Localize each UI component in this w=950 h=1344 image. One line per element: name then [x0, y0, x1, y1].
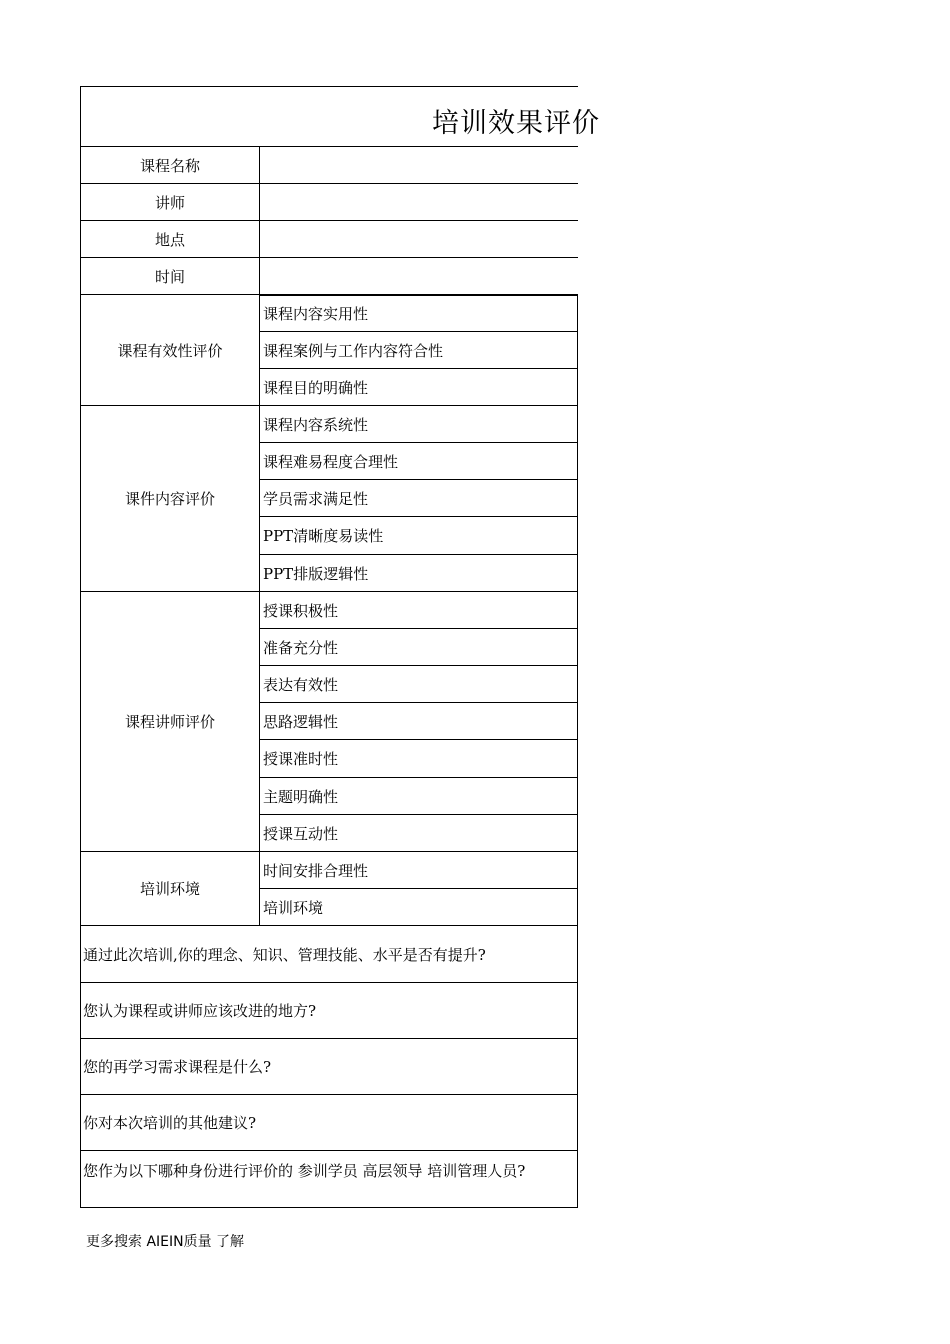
title-row: [80, 86, 600, 147]
value-time[interactable]: [259, 258, 578, 295]
label-time: 时间: [80, 258, 259, 295]
criteria-item: 课程内容实用性: [259, 295, 578, 332]
group-lecturer-evaluation: 课程讲师评价: [80, 592, 259, 852]
label-location: 地点: [80, 221, 259, 258]
criteria-item: 时间安排合理性: [259, 852, 578, 889]
value-location[interactable]: [259, 221, 578, 258]
criteria-item: 授课互动性: [259, 815, 578, 852]
criteria-item: 表达有效性: [259, 666, 578, 703]
criteria-item: 课程难易程度合理性: [259, 443, 578, 480]
value-lecturer[interactable]: [259, 184, 578, 221]
form-title: 培训效果评价: [432, 108, 600, 139]
question-improvement: 通过此次培训,你的理念、知识、管理技能、水平是否有提升?: [80, 926, 578, 983]
criteria-item: 准备充分性: [259, 629, 578, 666]
value-course-name[interactable]: [259, 147, 578, 184]
criteria-item: 课程案例与工作内容符合性: [259, 332, 578, 369]
criteria-item: PPT排版逻辑性: [259, 555, 578, 592]
criteria-item: 授课积极性: [259, 592, 578, 629]
question-other-suggestions: 你对本次培训的其他建议?: [80, 1095, 578, 1151]
group-training-environment: 培训环境: [80, 852, 259, 926]
footer-note: 更多搜索 AIEIN质量 了解: [86, 1234, 245, 1250]
criteria-item: 思路逻辑性: [259, 703, 578, 740]
criteria-item: 授课准时性: [259, 740, 578, 778]
label-lecturer: 讲师: [80, 184, 259, 221]
label-course-name: 课程名称: [80, 147, 259, 184]
criteria-item: PPT清晰度易读性: [259, 517, 578, 555]
criteria-item: 培训环境: [259, 889, 578, 926]
criteria-item: 主题明确性: [259, 778, 578, 815]
criteria-item: 学员需求满足性: [259, 480, 578, 517]
criteria-item: 课程目的明确性: [259, 369, 578, 406]
group-course-effectiveness: 课程有效性评价: [80, 295, 259, 406]
criteria-item: 课程内容系统性: [259, 406, 578, 443]
question-evaluator-role: 您作为以下哪种身份进行评价的 参训学员 高层领导 培训管理人员?: [80, 1151, 578, 1208]
question-suggested-changes: 您认为课程或讲师应该改进的地方?: [80, 983, 578, 1039]
group-courseware-content: 课件内容评价: [80, 406, 259, 592]
question-relearning-needs: 您的再学习需求课程是什么?: [80, 1039, 578, 1095]
